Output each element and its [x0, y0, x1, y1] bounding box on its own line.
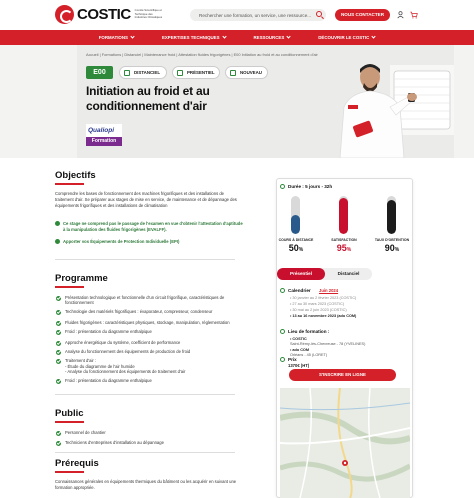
- value-number: 50: [288, 243, 299, 253]
- price-label: Prix: [288, 357, 297, 362]
- public-title: Public: [55, 408, 84, 419]
- laptop-icon: [124, 70, 130, 76]
- programme-item: [55, 329, 245, 334]
- item-text: Techniciens d'entreprises d'installation au dépannage: [65, 440, 164, 445]
- check-icon: [56, 431, 61, 436]
- course-code-badge: E00: [86, 66, 113, 79]
- location-icon: [280, 329, 285, 334]
- location-map[interactable]: [280, 388, 410, 498]
- nav-label: DÉCOUVRIR LE COSTIC: [318, 35, 370, 40]
- gauge-label: COURS À DISTANCE: [278, 238, 314, 242]
- site-header: [0, 0, 474, 30]
- item-text: Froid : présentation du diagramme enthalpique: [65, 378, 152, 383]
- gauge-obtention: [387, 196, 396, 234]
- nav-label: RESSOURCES: [253, 35, 285, 40]
- mode-label: PRÉSENTIEL: [187, 70, 215, 75]
- nav-item-ressources[interactable]: [254, 30, 291, 45]
- public-item: [55, 430, 245, 435]
- check-icon: [56, 379, 61, 384]
- chevron-down-icon: [372, 34, 376, 38]
- section-rule: [55, 421, 84, 423]
- session-date: • 27 au 30 mars 2023 (COSTIC): [290, 302, 345, 306]
- calendar-label: Calendrier: [288, 288, 311, 293]
- search-icon[interactable]: [316, 11, 322, 17]
- clock-icon: [280, 184, 285, 189]
- gauge-label: SATISFACTION: [331, 238, 357, 242]
- calendar-year-link[interactable]: Juin 2024: [319, 288, 339, 293]
- logo-mark-icon: [55, 5, 74, 24]
- qualiopi-logo: Qualiopi: [88, 127, 114, 134]
- gauge-value: 95%: [336, 243, 352, 253]
- item-text: Technologie des matériels frigorifiques : évaporateur, compresseur, condenseur: [65, 309, 213, 314]
- section-rule: [55, 286, 84, 288]
- programme-item: [55, 309, 245, 314]
- programme-item: [55, 320, 245, 325]
- note-text: Apporter vos Équipements de Protection Individuelle (EPI): [63, 239, 180, 244]
- check-icon: [56, 350, 61, 355]
- qualiopi-badge: [86, 124, 122, 146]
- qualiopi-label: Formation: [86, 137, 122, 146]
- chevron-down-icon: [130, 34, 134, 38]
- mode-chip-distanciel: [119, 66, 167, 79]
- session-date: • 30 mai au 2 juin 2023 (COSTIC): [290, 308, 347, 312]
- main-nav: [0, 30, 474, 45]
- mode-label: DISTANCIEL: [134, 70, 161, 75]
- page-title: Initiation au froid et au conditionnement d'air: [86, 84, 210, 113]
- objectifs-note-epi: [55, 239, 245, 245]
- search-input[interactable]: Rechercher une formation, un service, une ressource...: [190, 9, 326, 21]
- nav-label: FORMATIONS: [98, 35, 128, 40]
- chevron-down-icon: [287, 34, 291, 38]
- location-detail: Orléans - 45 (LORET): [290, 353, 328, 357]
- item-text: Fluides frigorigènes : caractéristiques physiques, stockage, manipulation, réglementation: [65, 320, 230, 325]
- register-online-button[interactable]: S'INSCRIRE EN LIGNE: [289, 369, 396, 381]
- nav-item-expertises[interactable]: [162, 30, 226, 45]
- item-text: Analyse du fonctionnement des équipements de production de froid: [65, 349, 191, 354]
- objectifs-note-exam: [55, 221, 245, 232]
- item-text: Personnel de chantier: [65, 430, 106, 435]
- gauge-satisfaction: [339, 196, 348, 234]
- objectifs-title: Objectifs: [55, 170, 96, 181]
- technician-photo: [330, 45, 454, 158]
- star-icon: [230, 70, 236, 76]
- divider: [55, 394, 235, 395]
- location-detail: Saint-Rémy-lès-Chevreuse - 78 (YVELINES): [290, 342, 366, 346]
- value-number: 95: [336, 243, 347, 253]
- item-text: Présentation technologique et fonctionnelle d'un circuit frigorifique, caractéristiques de fonctionnement: [65, 295, 225, 305]
- prerequis-title: Prérequis: [55, 458, 99, 469]
- divider: [55, 259, 235, 260]
- gauge-fill: [339, 198, 348, 234]
- price-value: 1370€ (HT): [288, 363, 310, 368]
- programme-item: [55, 340, 245, 345]
- toggle-distanciel[interactable]: Distanciel: [337, 271, 360, 276]
- breadcrumb[interactable]: Accueil | Formations | Distanciel | Maintenance froid | Attestation fluides frigorigènes | E00 Initiation au froid et au conditionnement d'air: [86, 52, 318, 57]
- location-name: • COSTIC: [290, 337, 307, 341]
- programme-item: [55, 358, 245, 363]
- gauge-value: 90%: [384, 243, 400, 253]
- people-icon: [177, 70, 183, 76]
- mode-label: NOUVEAU: [240, 70, 262, 75]
- check-icon: [56, 321, 61, 326]
- gauge-label: TAUX D'OBTENTION: [374, 238, 410, 242]
- check-icon: [56, 441, 61, 446]
- toggle-presentiel[interactable]: Présentiel: [277, 268, 325, 280]
- nav-item-decouvrir[interactable]: [318, 30, 375, 45]
- nav-item-formations[interactable]: [99, 30, 134, 45]
- section-rule: [55, 471, 84, 473]
- programme-sub-item: [55, 369, 245, 374]
- programme-title: Programme: [55, 273, 108, 284]
- user-icon[interactable]: [397, 11, 404, 19]
- session-date-current: • 13 au 16 novembre 2023 (ado COM): [290, 314, 357, 318]
- check-icon: [56, 359, 61, 364]
- objectifs-text: Comprendre les bases de fonctionnement des machines frigorifiques et des installations de traitement d'air. Se préparer aux stages de mise en service, de maintenance et de dépannage des équipements frigorifiques et des installations de climatisation: [55, 191, 237, 208]
- prerequis-text: Connaissances générales en équipements thermiques du bâtiment ou les acquérir en suivant une formation appropriée.: [55, 479, 237, 490]
- section-rule: [55, 183, 84, 185]
- item-text: - Analyse du fonctionnement des équipements de traitement d'air: [65, 369, 186, 374]
- item-text: Approche énergétique du système, coefficient de performance: [65, 340, 181, 345]
- public-item: [55, 440, 245, 445]
- price-icon: [280, 357, 285, 362]
- note-text: Ce stage ne comprend pas le passage de l'examen en vue d'obtenir l'attestation d'aptitude à la manipulation des fluides frigorigènes (EVALFF).: [63, 221, 243, 232]
- item-text: Traitement d'air :: [65, 358, 97, 363]
- gauge-fill: [291, 215, 300, 234]
- calendar-icon: [280, 288, 285, 293]
- location-label: Lieu de formation :: [288, 329, 330, 334]
- gauge-fill: [387, 200, 396, 234]
- check-icon: [56, 330, 61, 335]
- info-icon: [55, 239, 60, 244]
- programme-item: [55, 295, 245, 305]
- costic-logo[interactable]: [55, 5, 165, 24]
- logo-tagline: Comité Scientifique et Technique des Industries Climatiques: [134, 8, 163, 20]
- value-number: 90: [384, 243, 395, 253]
- programme-item: [55, 378, 245, 383]
- gauge-distance: [291, 196, 300, 234]
- duration-text: Durée : 5 jours - 32h: [288, 184, 333, 189]
- mode-chip-nouveau: [225, 66, 268, 79]
- info-icon: [55, 221, 60, 226]
- location-name: • ado COM: [290, 348, 310, 352]
- gauge-value: 50%: [288, 243, 304, 253]
- session-date: • 30 janvier au 2 février 2023 (COSTIC): [290, 296, 357, 300]
- check-icon: [56, 296, 61, 301]
- contact-button[interactable]: NOUS CONTACTER: [335, 9, 390, 21]
- item-text: Froid : présentation du diagramme enthalpique: [65, 329, 152, 334]
- programme-item: [55, 349, 245, 354]
- chevron-down-icon: [222, 34, 226, 38]
- check-icon: [56, 310, 61, 315]
- item-text: - Étude du diagramme de l'air humide: [65, 364, 135, 369]
- divider: [55, 452, 235, 453]
- nav-label: EXPERTISES TECHNIQUES: [161, 35, 220, 40]
- cart-icon[interactable]: [410, 11, 418, 19]
- mode-chip-presentiel: [172, 66, 220, 79]
- logo-text: COSTIC: [77, 6, 131, 23]
- check-icon: [56, 341, 61, 346]
